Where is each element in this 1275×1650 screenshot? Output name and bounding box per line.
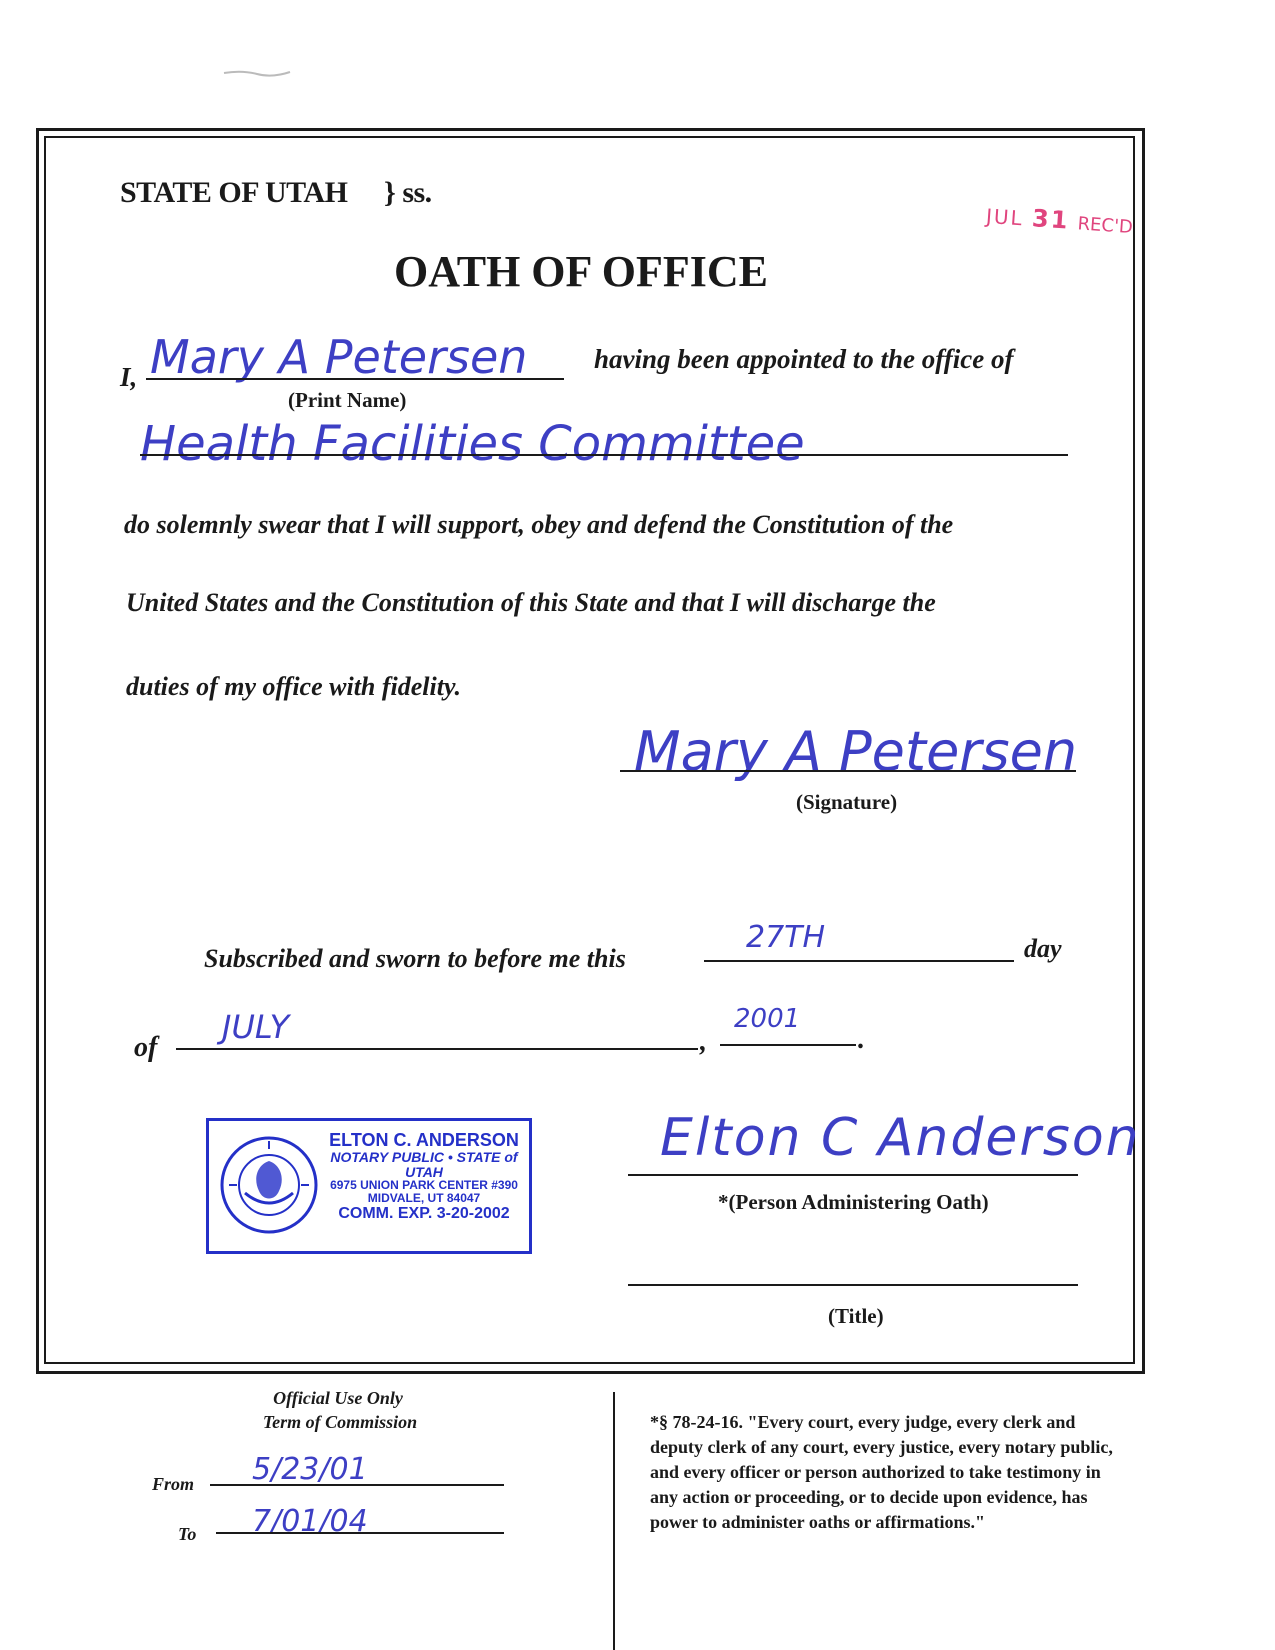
print-name-value: Mary A Petersen [150,330,528,384]
signature-value: Mary A Petersen [634,720,1078,783]
year-value: 2001 [734,1004,801,1034]
from-value: 5/23/01 [252,1452,368,1487]
office-line [140,454,1068,456]
administrator-label: *(Person Administering Oath) [718,1190,989,1214]
official-use-heading: Official Use Only [273,1388,403,1408]
state-of-utah-heading: STATE OF UTAH [120,176,348,209]
notary-title: NOTARY PUBLIC • STATE of UTAH [330,1148,518,1180]
received-month: JUL [985,203,1025,231]
month-line [176,1048,698,1050]
oath-line-2: United States and the Constitution of this State and that I will discharge the [126,588,936,617]
footnote-line-5: power to administer oaths or affirmations." [650,1512,985,1532]
scan-mark [222,64,292,70]
title-line [628,1284,1078,1286]
subscribed-text: Subscribed and sworn to before me this [204,944,626,973]
comma: , [700,1026,707,1057]
to-label: To [178,1524,197,1544]
from-line [210,1484,504,1486]
ss-mark: } ss. [384,176,432,209]
footnote-line-1: *§ 78-24-16. "Every court, every judge, every clerk and [650,1412,1076,1432]
bottom-divider [613,1392,615,1650]
notary-stamp-text [321,1131,527,1223]
to-line [216,1532,504,1534]
month-value: JULY [222,1008,290,1046]
from-label: From [152,1474,195,1494]
administrator-line [628,1174,1078,1176]
great-seal-of-utah [219,1135,319,1235]
year-line [720,1044,856,1046]
notary-address: 6975 UNION PARK CENTER #390 [330,1178,518,1193]
i-label: I, [120,362,138,392]
period: . [858,1024,865,1055]
received-suffix: REC'D [1076,213,1134,239]
day-label: day [1024,934,1062,963]
oath-line-1: do solemnly swear that I will support, obey and defend the Constitution of the [124,510,954,539]
title-label: (Title) [828,1304,884,1328]
notary-stamp [206,1118,532,1254]
day-value: 27TH [746,920,826,955]
notary-name: ELTON C. ANDERSON [329,1130,519,1150]
print-name-label: (Print Name) [288,388,407,412]
administrator-signature: Elton C Anderson [660,1108,1141,1168]
statute-footnote [650,1410,1113,1535]
page-title: OATH OF OFFICE [394,247,768,296]
footnote-line-2: deputy clerk of any court, every justice, every notary public, [650,1437,1113,1457]
term-of-commission: Term of Commission [262,1412,418,1432]
footnote-line-4: any action or proceeding, or to decide upon evidence, has [650,1487,1088,1507]
print-name-line [146,378,564,380]
oath-line-3: duties of my office with fidelity. [126,672,462,701]
footnote-line-3: and every officer or person authorized to take testimony in [650,1462,1101,1482]
signature-label: (Signature) [796,790,898,814]
to-value: 7/01/04 [252,1504,368,1539]
appointed-text: having been appointed to the office of [594,344,1014,374]
day-line [704,960,1014,962]
of-label: of [134,1032,158,1063]
notary-commission: COMM. EXP. 3-20-2002 [338,1205,510,1223]
signature-line [620,770,1076,772]
notary-city: MIDVALE, UT 84047 [367,1190,481,1205]
office-value: Health Facilities Committee [140,416,805,472]
received-day: 31 [1031,204,1071,235]
